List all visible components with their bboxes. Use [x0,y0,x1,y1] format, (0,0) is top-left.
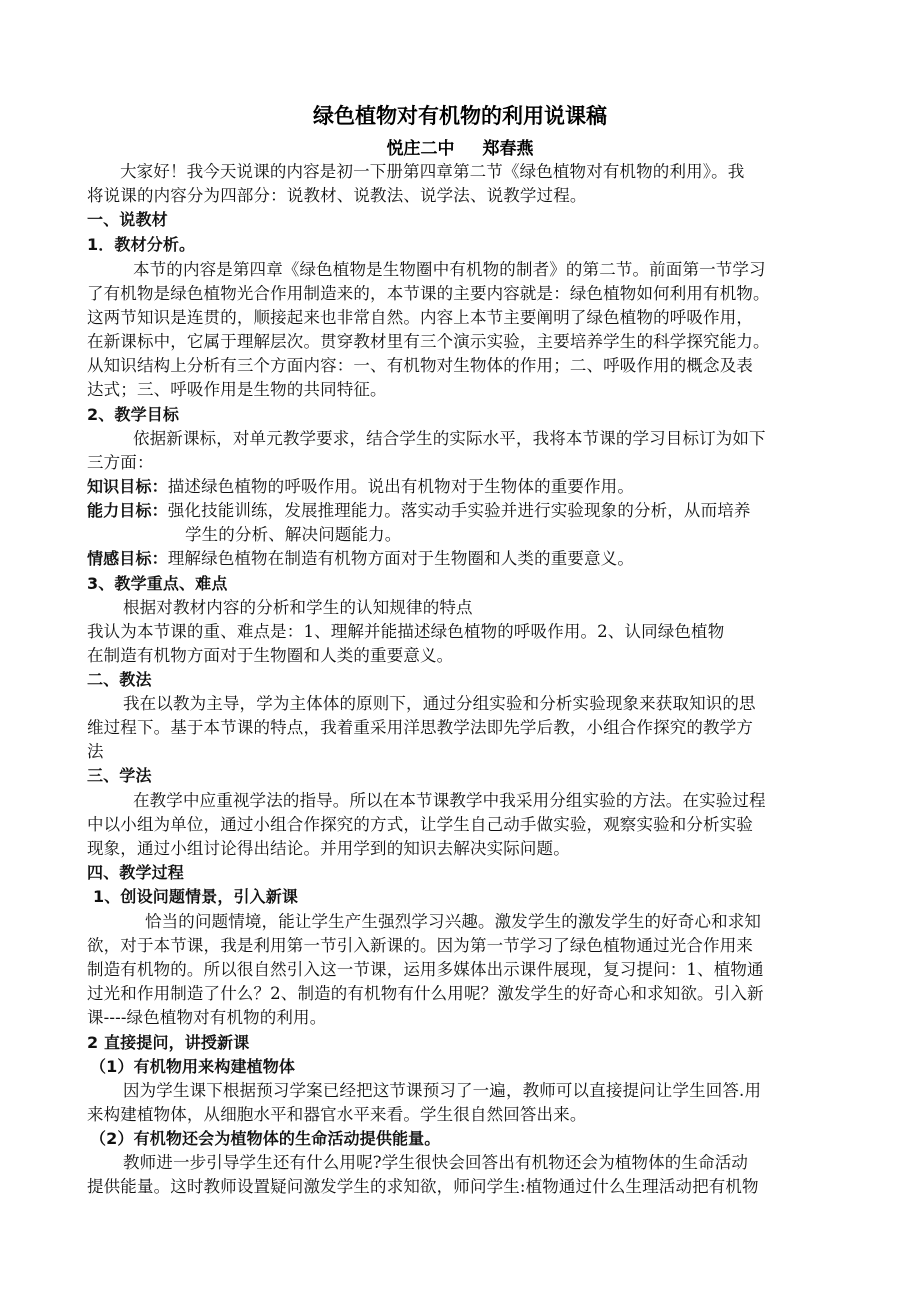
subsection-heading: （2）有机物还会为植物体的生命活动提供能量。 [90,1129,441,1148]
paragraph-line: 欲，对于本节课，我是利用第一节引入新课的。因为第一节学习了绿色植物通过光合作用来 [87,936,753,955]
paragraph-line: 课----绿色植物对有机物的利用。 [87,1008,327,1027]
paragraph-line: 这两节知识是连贯的，顺接起来也非常自然。内容上本节主要阐明了绿色植物的呼吸作用， [87,308,753,327]
objective-knowledge [87,475,847,499]
paragraph-line: 我在以教为主导，学为主体体的原则下，通过分组实验和分析实验现象来获取知识的思 [123,694,756,713]
paragraph-line: 在新课标中，它属于理解层次。贯穿教材里有三个演示实验，主要培养学生的科学探究能力。 [87,332,770,351]
objective-ability [87,499,847,523]
paragraph-line: 在制造有机物方面对于生物圈和人类的重要意义。 [87,646,454,665]
objective-label: 知识目标： [87,477,168,496]
paragraph-line: 法 [87,742,104,761]
section-heading: 三、学法 [87,766,152,785]
paragraph-line: 了有机物是绿色植物光合作用制造来的，本节课的主要内容就是：绿色植物如何利用有机物。 [87,284,770,303]
subsection-heading: 2、教学目标 [87,405,180,424]
objective-label: 情感目标： [87,549,168,568]
paragraph-line: 根据对教材内容的分析和学生的认知规律的特点 [123,598,473,617]
objective-label: 能力目标： [87,501,168,520]
objective-text: 强化技能训练，发展推理能力。落实动手实验并进行实验现象的分析，从而培养 [167,501,751,520]
paragraph-line: 学生的分析、解决问题能力。 [185,525,402,544]
objective-emotion [87,547,847,571]
section-heading: 二、教法 [87,670,152,689]
subsection-heading: 1．教材分析。 [87,235,196,254]
paragraph-line: 现象，通过小组讨论得出结论。并用学到的知识去解决实际问题。 [87,839,570,858]
section-heading: 四、教学过程 [87,863,184,882]
paragraph-line: 将说课的内容分为四部分：说教材、说教法、说学法、说教学过程。 [87,186,587,205]
paragraph-line: 大家好！我今天说课的内容是初一下册第四章第二节《绿色植物对有机物的利用》。我 [120,162,745,181]
subsection-heading: （1）有机物用来构建植物体 [90,1057,296,1076]
paragraph-line: 达式；三、呼吸作用是生物的共同特征。 [87,380,387,399]
paragraph-line: 我认为本节课的重、难点是：1、理解并能描述绿色植物的呼吸作用。2、认同绿色植物 [87,622,725,641]
paragraph-line: 依据新课标，对单元教学要求，结合学生的实际水平，我将本节课的学习目标订为如下 [133,429,766,448]
paragraph-line: 过光和作用制造了什么？2、制造的有机物有什么用呢？激发学生的好奇心和求知欲。引入新 [87,984,764,1003]
subsection-heading: 3、教学重点、难点 [87,574,228,593]
paragraph-line: 恰当的问题情境，能让学生产生强烈学习兴趣。激发学生的激发学生的好奇心和求知 [145,912,762,931]
paragraph-line: 从知识结构上分析有三个方面内容：一、有机物对生物体的作用；二、呼吸作用的概念及表 [87,356,753,375]
paragraph-line: 因为学生课下根据预习学案已经把这节课预习了一遍，教师可以直接提问让学生回答.用 [123,1081,762,1100]
paragraph-line: 本节的内容是第四章《绿色植物是生物圈中有机物的制者》的第二节。前面第一节学习 [133,260,766,279]
objective-text: 描述绿色植物的呼吸作用。说出有机物对于生物体的重要作用。 [167,477,634,496]
section-heading: 一、说教材 [87,210,168,229]
paragraph-line: 提供能量。这时教师设置疑问激发学生的求知欲，师问学生:植物通过什么生理活动把有机物 [87,1177,759,1196]
paragraph-line: 来构建植物体，从细胞水平和器官水平来看。学生很自然回答出来。 [87,1105,587,1124]
paragraph-line: 在教学中应重视学法的指导。所以在本节课教学中我采用分组实验的方法。在实验过程 [133,791,766,810]
paragraph-line: 中以小组为单位，通过小组合作探究的方式，让学生自己动手做实验，观察实验和分析实验 [87,815,753,834]
paragraph-line: 制造有机物的。所以很自然引入这一节课，运用多媒体出示课件展现，复习提问：1、植物通 [87,960,764,979]
author-line [0,134,920,159]
paragraph-line: 三方面： [87,453,154,472]
author-name: 郑春燕 [482,139,534,159]
subsection-heading: 2 直接提问，讲授新课 [87,1033,250,1052]
paragraph-line: 教师进一步引导学生还有什么用呢?学生很快会回答出有机物还会为植物体的生命活动 [123,1153,749,1172]
paragraph-line: 维过程下。基于本节课的特点，我着重采用洋思教学法即先学后教，小组合作探究的教学方 [87,718,753,737]
subsection-heading: 1、创设问题情景，引入新课 [93,887,299,906]
objective-text: 理解绿色植物在制造有机物方面对于生物圈和人类的重要意义。 [167,549,634,568]
document-title: 绿色植物对有机物的利用说课稿 [313,104,607,128]
author-school: 悦庄二中 [386,139,455,159]
